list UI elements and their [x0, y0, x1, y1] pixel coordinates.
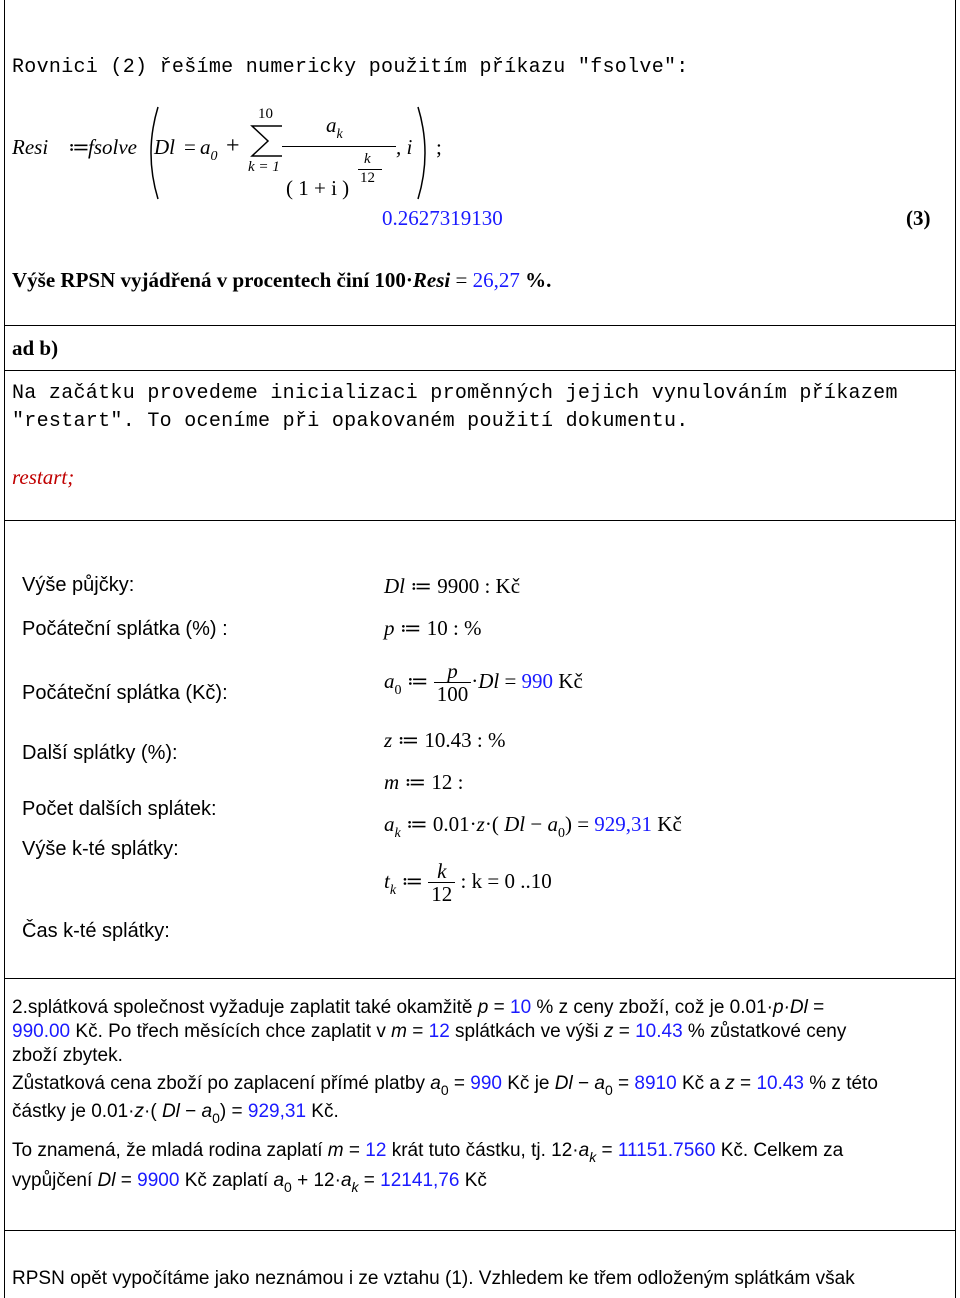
- fsolve-result: 0.2627319130: [382, 206, 503, 230]
- divider: [4, 978, 956, 979]
- sigma-icon: [248, 123, 288, 159]
- restart-explanation-line2: "restart". To oceníme při opakovaném použití dokumentu.: [12, 410, 689, 433]
- p-assignment: p ≔ 10 : %: [384, 616, 482, 640]
- tk-assignment: $t_k$ ≔ $\frac{k}{12}$ : k = 0 ..10: [384, 859, 552, 907]
- z-assignment: z ≔ 10.43 : %: [384, 728, 506, 752]
- divider: [4, 325, 956, 326]
- label-further-pct: Další splátky (%):: [22, 742, 178, 764]
- label-kth-time: Čas k-té splátky:: [22, 920, 170, 942]
- label-kth-amount: Výše k-té splátky:: [22, 838, 179, 860]
- restart-command: restart;: [12, 465, 75, 489]
- restart-explanation-line1: Na začátku provedeme inicializaci proměnných jejich vynulováním příkazem: [12, 382, 898, 405]
- label-count: Počet dalších splátek:: [22, 798, 217, 820]
- label-loan: Výše půjčky:: [22, 574, 135, 596]
- rpsn-next-paragraph: RPSN opět vypočítáme jako neznámou i ze vztahu (1). Vzhledem ke třem odloženým splátkám však: [12, 1268, 855, 1289]
- paragraph-total-payment: To znamená, že mladá rodina zaplatí m = 12 krát tuto částku, tj. $12\cdot a_k = 11151.7560$ Kč. Celkem za vypůjčení Dl = 9900 Kč zaplatí $a_0 + 12\cdot a_k = 12141,76$ Kč: [12, 1140, 844, 1195]
- label-initial-pct: Počáteční splátka (%) :: [22, 618, 228, 640]
- ak-assignment: $a_k$ ≔ 0.01·z·( $Dl - a_0) = 929,31$ Kč: [384, 812, 682, 841]
- right-paren-icon: [414, 105, 434, 201]
- intro-text: Rovnici (2) řešíme numericky použitím příkazu "fsolve":: [12, 56, 689, 79]
- m-assignment: m ≔ 12 :: [384, 770, 464, 794]
- equation-number: (3): [906, 206, 931, 230]
- rpsn-line: Výše RPSN vyjádřená v procentech činí 100·Resi = 26,27 %.: [12, 268, 552, 292]
- label-initial-czk: Počáteční splátka (Kč):: [22, 682, 228, 704]
- divider: [4, 370, 956, 371]
- dl-assignment: Dl ≔ 9900 : Kč: [384, 574, 521, 598]
- a0-assignment: $a_0$ ≔ $\frac{p}{100}$ ·Dl = 990 Kč: [384, 659, 583, 707]
- divider: [4, 520, 956, 521]
- section-heading: ad b): [12, 336, 59, 360]
- paragraph-installment-company: 2.splátková společnost vyžaduje zaplatit také okamžitě p = 10 % z ceny zboží, což je 0.01·p·Dl = 990.00 Kč. Po třech měsících chce zaplatit v m = 12 splátkách ve výši z = 10.43 % zůstatkové ceny zboží zbytek.: [12, 997, 847, 1066]
- fsolve-equation: Resi ≔ fsolve Dl = $a_0$ + 10 k = 1 $a_k$ ( 1 + i ) k 12 , i ;: [12, 106, 442, 200]
- divider: [4, 1230, 956, 1231]
- paragraph-remaining-price: Zůstatková cena zboží po zaplacení přímé platby $a_0 = 990$ Kč je $Dl - a_0 = 8910$ Kč a z = 10.43 % z této částky je 0.01·z·( $Dl - a_0) = 929,31$ Kč.: [12, 1073, 878, 1126]
- fraction-bar: [282, 146, 396, 147]
